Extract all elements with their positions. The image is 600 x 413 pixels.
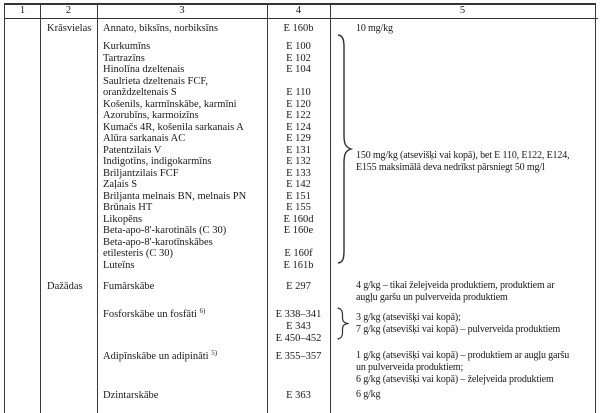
column-header-2: 2 xyxy=(65,5,72,16)
limit-note: augļu garšu un pulverveida produktiem xyxy=(356,292,508,303)
substance-name: Zaļais S xyxy=(103,179,138,190)
e-number: E 160f xyxy=(284,248,313,259)
substance-row xyxy=(97,156,330,168)
e-number: E 160d xyxy=(283,213,314,225)
substance-name xyxy=(103,351,217,363)
substance-name: Patentzilais V xyxy=(103,144,162,156)
substance-name: Alūra sarkanais AC xyxy=(103,133,186,144)
limit-note: 3 g/kg (atsevišķi vai kopā); xyxy=(356,312,461,323)
substance-name: Indigotīns, indigokarmīns xyxy=(103,156,212,167)
e-number: E 160b xyxy=(283,23,314,34)
column-header-5: 5 xyxy=(459,5,466,16)
substance-row xyxy=(97,248,330,260)
substance-name: Azorubīns, karmoizīns xyxy=(103,110,199,121)
category-label-krasvielas: Krāsvielas xyxy=(47,23,92,34)
substance-name: Dzintarskābe xyxy=(103,389,159,401)
limit-note-colorants-line1: 150 mg/kg (atsevišķi vai kopā), bet E 110, E122, E124, xyxy=(356,150,570,161)
limit-note: 7 g/kg (atsevišķi vai kopā) – pulverveida produktiem xyxy=(356,324,561,335)
substance-name: Saulrieta dzeltenais FCF, xyxy=(103,75,209,87)
limit-note: 6 g/kg (atsevišķi vai kopā) – želejveida produktiem xyxy=(356,373,554,385)
substance-row xyxy=(97,214,330,226)
substance-name: Kurkumīns xyxy=(103,41,151,52)
e-number: E 343 xyxy=(286,321,311,332)
e-number: E 124 xyxy=(286,121,311,133)
substance-name: Briljanta melnais BN, melnais PN xyxy=(103,190,247,202)
substance-name: Fumārskābe xyxy=(103,281,155,292)
substance-name xyxy=(103,309,205,321)
substance-row xyxy=(97,76,330,88)
limit-note: 6 g/kg xyxy=(356,389,381,400)
substance-name: Briljantzilais FCF xyxy=(103,167,179,179)
limit-note: 4 g/kg – tikai želejveida produktiem, produktiem ar xyxy=(356,280,555,291)
substance-row xyxy=(97,64,330,76)
substance-name: oranždzeltenais S xyxy=(103,87,177,98)
e-number: E 131 xyxy=(286,144,311,156)
substance-name: etilesteris (C 30) xyxy=(103,248,173,259)
substance-name: Beta-apo-8'-karotīnskābes xyxy=(103,236,213,248)
footnote-marker: 6) xyxy=(199,307,206,315)
substance-name: Košenils, karmīnskābe, karmīni xyxy=(103,98,237,110)
e-number: E 132 xyxy=(286,156,311,167)
e-number: E 120 xyxy=(286,98,311,110)
substance-name: Annato, biksīns, norbiksīns xyxy=(103,23,218,34)
limit-note: 10 mg/kg xyxy=(356,23,393,34)
col4-col5-divider xyxy=(330,3,331,413)
substance-name: Luteīns xyxy=(103,259,135,271)
e-number: E 102 xyxy=(286,52,311,64)
e-number: E 100 xyxy=(286,41,311,52)
e-number: E 161b xyxy=(283,259,314,271)
e-number: E 151 xyxy=(286,190,311,202)
group-brace-phosphates xyxy=(336,307,349,340)
e-number xyxy=(267,76,330,88)
e-number xyxy=(267,237,330,249)
substance-name-text: Adipīnskābe un adipināti xyxy=(103,351,209,362)
column-header-4: 4 xyxy=(295,5,302,16)
e-number: E 104 xyxy=(286,64,311,75)
substance-row xyxy=(97,179,330,191)
substance-row xyxy=(97,41,330,53)
substance-name: Beta-apo-8'-karotināls (C 30) xyxy=(103,225,227,236)
substance-name: Tartrazīns xyxy=(103,52,145,64)
table-right-border xyxy=(595,3,596,413)
substance-name-text: Fosforskābe un fosfāti xyxy=(103,309,197,320)
substance-row xyxy=(97,145,330,157)
substance-row xyxy=(97,237,330,249)
column-header-1: 1 xyxy=(19,5,26,16)
e-number: E 155 xyxy=(286,202,311,213)
footnote-marker: 5) xyxy=(211,349,218,357)
limit-note-colorants-line2: E155 maksimālā deva nedrīkst pārsniegt 50 mg/l xyxy=(356,162,545,173)
substance-name: Brūnais HT xyxy=(103,202,153,213)
substance-name: Likopēns xyxy=(103,213,143,225)
column-header-3: 3 xyxy=(179,5,185,16)
substance-row xyxy=(97,53,330,65)
table-left-border xyxy=(4,3,5,413)
e-number: E 110 xyxy=(286,87,311,98)
group-brace-colorants xyxy=(336,34,354,264)
col1-col2-divider xyxy=(40,3,41,413)
category-label-dazadas: Dažādas xyxy=(47,281,83,292)
e-number: E 160e xyxy=(283,225,314,236)
substance-row xyxy=(97,87,330,99)
substance-row xyxy=(97,225,330,237)
e-number: E 129 xyxy=(286,133,311,144)
substance-row xyxy=(97,133,330,145)
e-number: E 355–357 xyxy=(275,351,322,362)
substance-row xyxy=(97,168,330,180)
substance-row xyxy=(97,260,330,272)
e-number: E 363 xyxy=(286,389,311,401)
e-number: E 450–452 xyxy=(275,333,322,344)
limit-note: 1 g/kg (atsevišķi vai kopā) – produktiem ar augļu garšu xyxy=(356,349,570,361)
substance-row xyxy=(97,99,330,111)
e-number: E 338–341 xyxy=(275,309,322,320)
e-number: E 122 xyxy=(286,110,311,121)
e-number: E 133 xyxy=(286,167,311,179)
limit-note: un pulverveida produktiem; xyxy=(356,361,464,373)
substance-row xyxy=(97,202,330,214)
substance-row xyxy=(97,191,330,203)
substance-row xyxy=(97,122,330,134)
e-number: E 142 xyxy=(286,179,311,190)
substance-name: Hinolīna dzeltenais xyxy=(103,64,185,75)
substance-row xyxy=(97,110,330,122)
substance-name: Kumačs 4R, košenila sarkanais A xyxy=(103,121,244,133)
e-number: E 297 xyxy=(286,281,311,292)
colorants-list xyxy=(97,41,330,271)
